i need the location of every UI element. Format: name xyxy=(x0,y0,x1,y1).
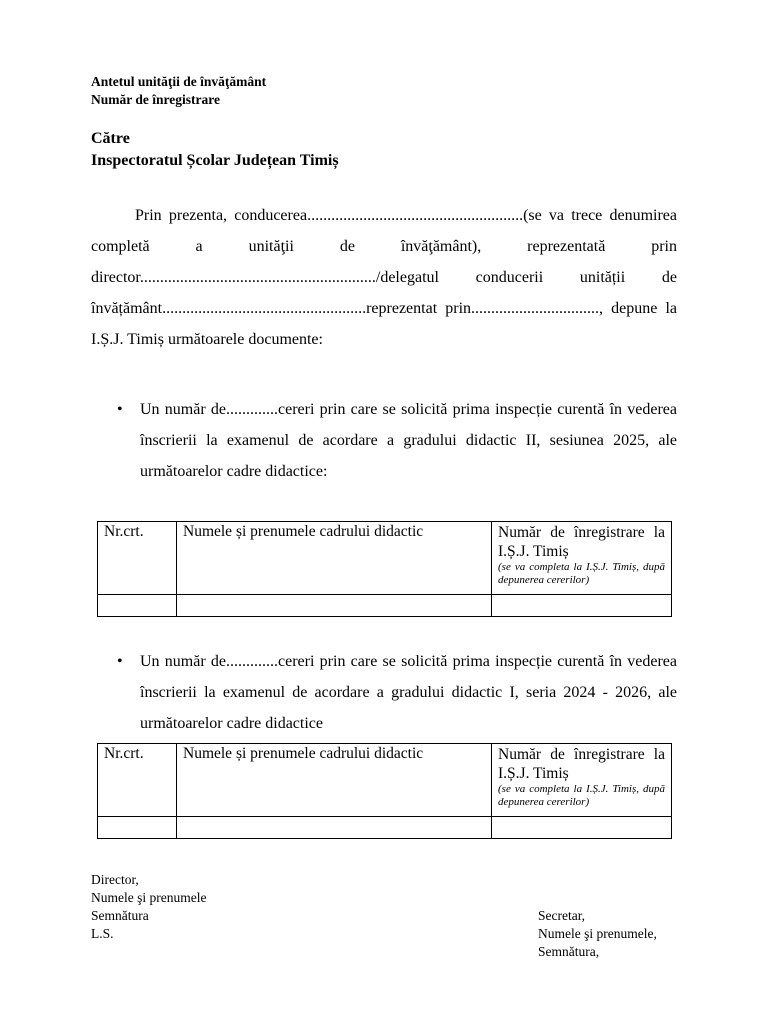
stamp-label: L.S. xyxy=(91,926,114,941)
bullet-item-2 xyxy=(117,646,677,739)
col-registration-title: Număr de înregistrare la I.Ș.J. Timiș xyxy=(498,524,665,560)
director-signature: Semnătura xyxy=(91,908,149,923)
col-nr-header: Nr.crt. xyxy=(98,744,177,817)
table-cell[interactable] xyxy=(177,595,492,617)
bullet-text-2: Un număr de.............cereri prin care se solicită prima inspecție curentă în vederea înscrierii la examenul de acordare a gradului didactic I, seria 2024 - 2026, ale următoarelor cadre didactice xyxy=(140,653,677,732)
teachers-table-grade-1 xyxy=(97,743,672,839)
col-registration-header xyxy=(492,522,672,595)
director-signature-block xyxy=(91,871,206,943)
document-header xyxy=(91,73,266,109)
col-name-header: Numele și prenumele cadrului didactic xyxy=(177,522,492,595)
table-cell[interactable] xyxy=(98,817,177,839)
col-registration-note: (se va completa la I.Ș.J. Timiș, după depunerea cererilor) xyxy=(498,783,665,808)
bullet-icon: • xyxy=(117,401,123,418)
table-cell[interactable] xyxy=(492,595,672,617)
bullet-icon: • xyxy=(117,653,123,670)
col-registration-header xyxy=(492,744,672,817)
table-cell[interactable] xyxy=(177,817,492,839)
addressee-institution: Inspectoratul Școlar Județean Timiș xyxy=(91,152,339,169)
col-name-header: Numele și prenumele cadrului didactic xyxy=(177,744,492,817)
director-role: Director, xyxy=(91,872,139,887)
col-registration-note: (se va completa la I.Ș.J. Timiș, după depunerea cererilor) xyxy=(498,561,665,586)
unit-header-label: Antetul unităţii de învăţământ xyxy=(91,74,267,89)
secretary-signature-block xyxy=(538,907,657,961)
secretary-role: Secretar, xyxy=(538,908,586,923)
table-header-row xyxy=(98,522,672,595)
addressee-block xyxy=(91,128,339,172)
table-row xyxy=(98,817,672,839)
table-cell[interactable] xyxy=(492,817,672,839)
table-row xyxy=(98,595,672,617)
secretary-name: Numele şi prenumele, xyxy=(538,926,657,941)
bullet-text-1: Un număr de.............cereri prin care se solicită prima inspecție curentă în vederea înscrierii la examenul de acordare a gradului didactic II, sesiunea 2025, ale următoarelor cadre didactice: xyxy=(140,401,677,480)
bullet-item-1 xyxy=(117,394,677,487)
table-cell[interactable] xyxy=(98,595,177,617)
teachers-table-grade-2 xyxy=(97,521,672,617)
col-registration-title: Număr de înregistrare la I.Ș.J. Timiș xyxy=(498,746,665,782)
secretary-signature: Semnătura, xyxy=(538,944,600,959)
table-header-row xyxy=(98,744,672,817)
body-paragraph: Prin prezenta, conducerea......................................................(se va trece denumirea completă a unităţii de învăţământ), reprezentată prin director.........................................................../delegatul conducerii unității de învățământ...................................................reprezentat prin................................, depune la I.Ș.J. Timiș următoarele documente: xyxy=(91,207,677,348)
col-nr-header: Nr.crt. xyxy=(98,522,177,595)
director-name: Numele şi prenumele xyxy=(91,890,207,905)
registration-number-label: Număr de înregistrare xyxy=(91,92,220,107)
addressee-to: Către xyxy=(91,130,130,147)
